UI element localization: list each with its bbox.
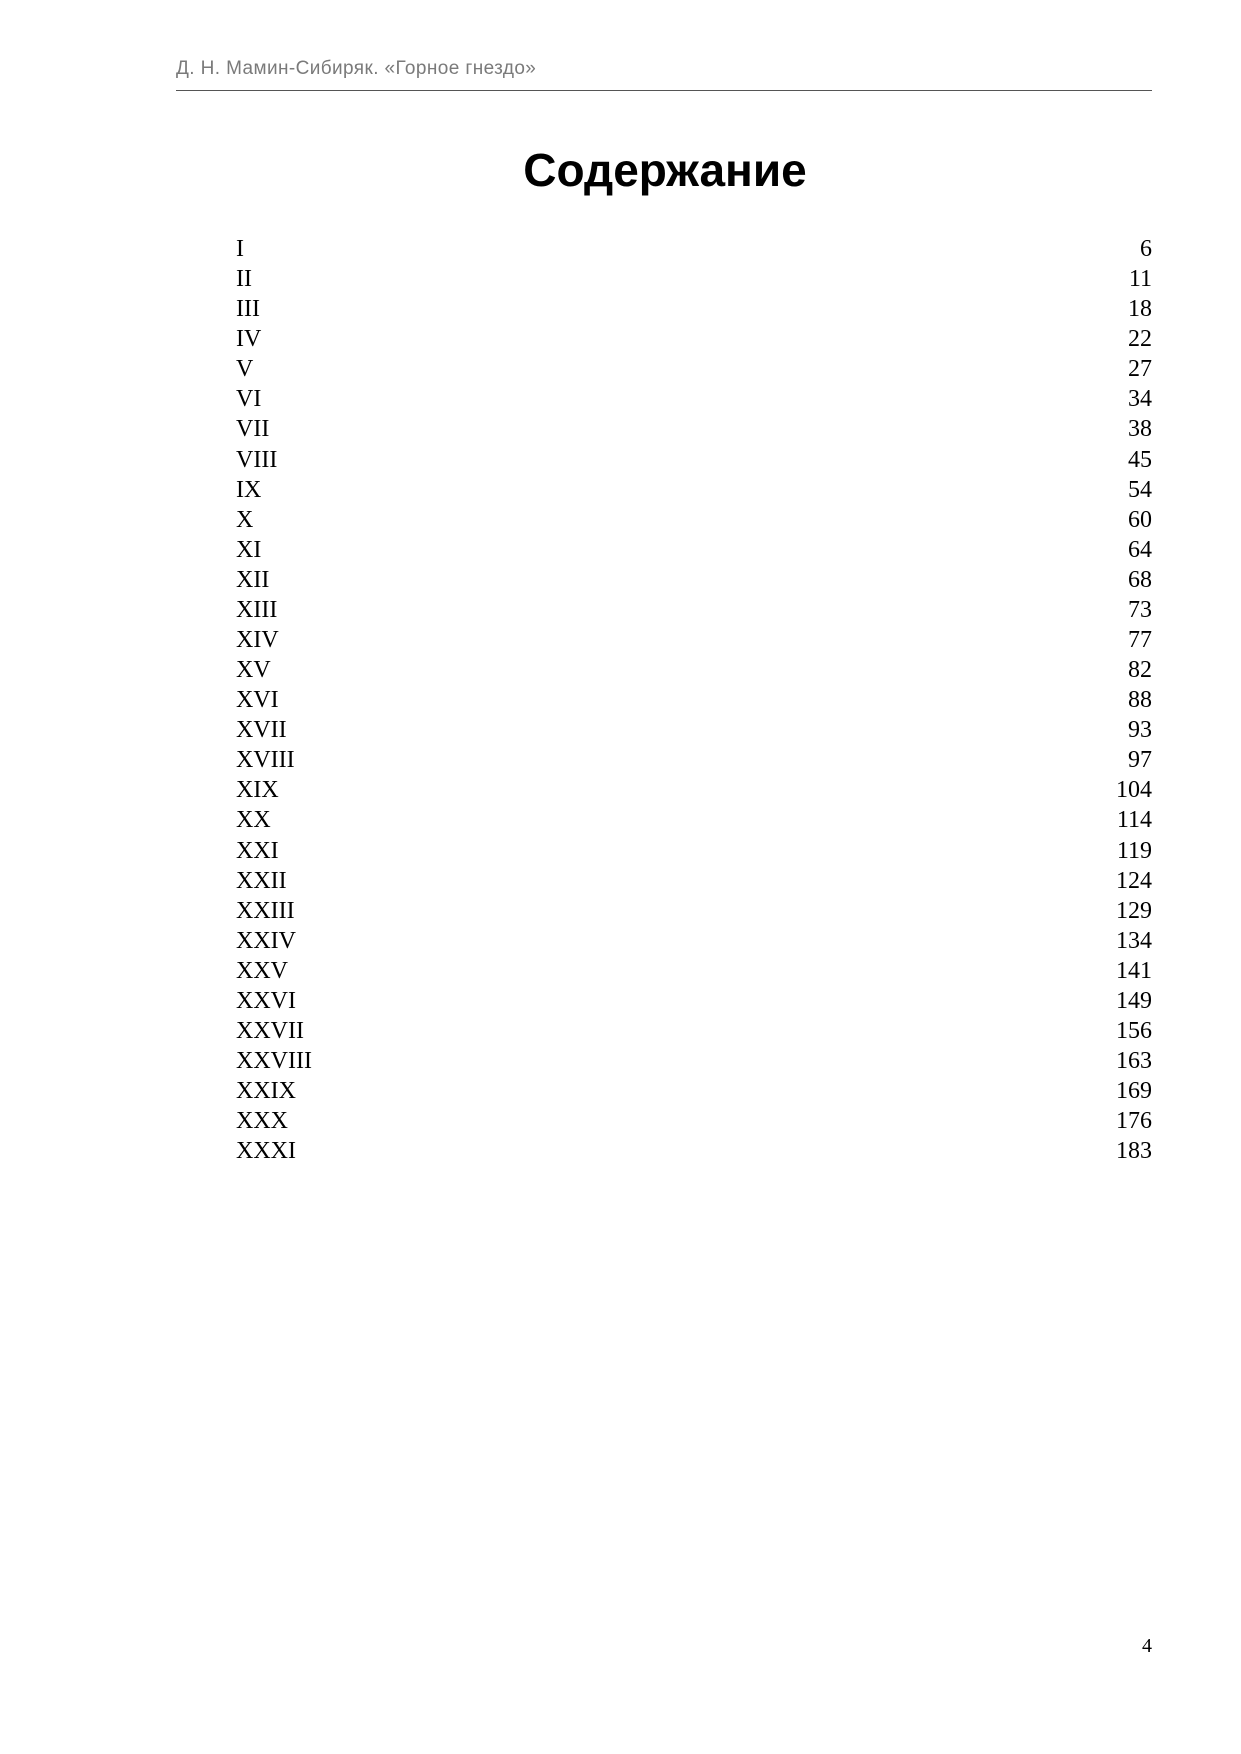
toc-page-number: 73 bbox=[1128, 596, 1152, 623]
toc-entry[interactable] bbox=[236, 595, 1152, 625]
toc-chapter-label: XXVI bbox=[236, 987, 296, 1014]
toc-entry[interactable] bbox=[236, 1016, 1152, 1046]
toc-page-number: 27 bbox=[1128, 356, 1152, 383]
page-title: Содержание bbox=[523, 144, 807, 196]
toc-page-number: 88 bbox=[1128, 687, 1152, 714]
toc-chapter-label: XI bbox=[236, 536, 262, 563]
toc-entry[interactable] bbox=[236, 354, 1152, 384]
toc-chapter-label: XXIV bbox=[236, 927, 296, 954]
toc-page-number: 93 bbox=[1128, 717, 1152, 744]
toc-page-number: 82 bbox=[1128, 657, 1152, 684]
toc-entry[interactable] bbox=[236, 234, 1152, 264]
toc-chapter-label: XXVIII bbox=[236, 1048, 312, 1075]
toc-page-number: 34 bbox=[1128, 386, 1152, 413]
toc-entry[interactable] bbox=[236, 685, 1152, 715]
toc-entry[interactable] bbox=[236, 445, 1152, 475]
toc-entry[interactable] bbox=[236, 715, 1152, 745]
toc-entry[interactable] bbox=[236, 775, 1152, 805]
toc-entry[interactable] bbox=[236, 475, 1152, 505]
toc-chapter-label: XXVII bbox=[236, 1018, 304, 1045]
toc-page-number: 97 bbox=[1128, 747, 1152, 774]
toc-page-number: 104 bbox=[1116, 777, 1152, 804]
toc-entry[interactable] bbox=[236, 1106, 1152, 1136]
toc-chapter-label: X bbox=[236, 506, 254, 533]
toc-entry[interactable] bbox=[236, 896, 1152, 926]
toc-page-number: 134 bbox=[1116, 927, 1152, 954]
toc-page-number: 141 bbox=[1116, 957, 1152, 984]
toc-page-number: 183 bbox=[1116, 1138, 1152, 1165]
toc-entry[interactable] bbox=[236, 625, 1152, 655]
toc-chapter-label: VIII bbox=[236, 446, 278, 473]
toc-entry[interactable] bbox=[236, 294, 1152, 324]
toc-entry[interactable] bbox=[236, 986, 1152, 1016]
toc-entry[interactable] bbox=[236, 1136, 1152, 1166]
toc-chapter-label: XIII bbox=[236, 596, 278, 623]
toc-chapter-label: XXV bbox=[236, 957, 288, 984]
toc-chapter-label: XIX bbox=[236, 777, 279, 804]
toc-page-number: 6 bbox=[1140, 236, 1152, 262]
toc-page-number: 38 bbox=[1128, 416, 1152, 443]
toc-chapter-label: XX bbox=[236, 807, 271, 834]
toc-chapter-label: IX bbox=[236, 476, 262, 503]
toc-page-number: 64 bbox=[1128, 536, 1152, 563]
toc-page-number: 156 bbox=[1116, 1018, 1152, 1045]
toc-page-number: 149 bbox=[1116, 987, 1152, 1014]
toc-entry[interactable] bbox=[236, 1046, 1152, 1076]
toc-chapter-label: XIV bbox=[236, 627, 279, 654]
toc-page-number: 18 bbox=[1128, 296, 1152, 323]
toc-page-number: 124 bbox=[1116, 867, 1152, 894]
toc-chapter-label: V bbox=[236, 356, 254, 383]
page-number: 4 bbox=[1142, 1635, 1152, 1657]
toc-chapter-label: XVII bbox=[236, 717, 287, 744]
toc-entry[interactable] bbox=[236, 805, 1152, 835]
toc-page-number: 163 bbox=[1116, 1048, 1152, 1075]
toc-entry[interactable] bbox=[236, 866, 1152, 896]
toc-chapter-label: I bbox=[236, 236, 244, 262]
table-of-contents bbox=[236, 234, 1152, 1166]
toc-page-number: 60 bbox=[1128, 506, 1152, 533]
toc-chapter-label: VI bbox=[236, 386, 262, 413]
toc-page-number: 114 bbox=[1116, 807, 1152, 834]
toc-chapter-label: III bbox=[236, 296, 260, 323]
toc-entry[interactable] bbox=[236, 745, 1152, 775]
toc-entry[interactable] bbox=[236, 926, 1152, 956]
toc-chapter-label: VII bbox=[236, 416, 270, 443]
toc-page-number: 119 bbox=[1116, 837, 1152, 864]
toc-page-number: 129 bbox=[1116, 897, 1152, 924]
toc-chapter-label: XVI bbox=[236, 687, 279, 714]
toc-entry[interactable] bbox=[236, 1076, 1152, 1106]
toc-chapter-label: XXXI bbox=[236, 1138, 296, 1165]
toc-entry[interactable] bbox=[236, 956, 1152, 986]
running-header-title: Д. Н. Мамин-Сибиряк. «Горное гнездо» bbox=[176, 58, 537, 79]
toc-page-number: 22 bbox=[1128, 326, 1152, 353]
toc-chapter-label: XXIII bbox=[236, 897, 295, 924]
toc-chapter-label: XV bbox=[236, 657, 271, 684]
toc-chapter-label: XXX bbox=[236, 1108, 288, 1135]
running-header bbox=[176, 56, 1152, 91]
toc-chapter-label: XXI bbox=[236, 837, 279, 864]
toc-entry[interactable] bbox=[236, 384, 1152, 414]
toc-page-number: 77 bbox=[1128, 627, 1152, 654]
toc-entry[interactable] bbox=[236, 535, 1152, 565]
toc-entry[interactable] bbox=[236, 836, 1152, 866]
toc-chapter-label: XXII bbox=[236, 867, 287, 894]
toc-chapter-label: XII bbox=[236, 566, 270, 593]
toc-entry[interactable] bbox=[236, 565, 1152, 595]
toc-page-number: 169 bbox=[1116, 1078, 1152, 1105]
toc-page-number: 11 bbox=[1128, 266, 1152, 293]
toc-chapter-label: XVIII bbox=[236, 747, 295, 774]
toc-page-number: 176 bbox=[1116, 1108, 1152, 1135]
toc-chapter-label: II bbox=[236, 266, 252, 293]
toc-page-number: 45 bbox=[1128, 446, 1152, 473]
toc-entry[interactable] bbox=[236, 505, 1152, 535]
toc-chapter-label: XXIX bbox=[236, 1078, 296, 1105]
toc-entry[interactable] bbox=[236, 414, 1152, 444]
toc-entry[interactable] bbox=[236, 655, 1152, 685]
toc-chapter-label: IV bbox=[236, 326, 262, 353]
toc-entry[interactable] bbox=[236, 264, 1152, 294]
toc-page-number: 68 bbox=[1128, 566, 1152, 593]
toc-entry[interactable] bbox=[236, 324, 1152, 354]
toc-page-number: 54 bbox=[1128, 476, 1152, 503]
